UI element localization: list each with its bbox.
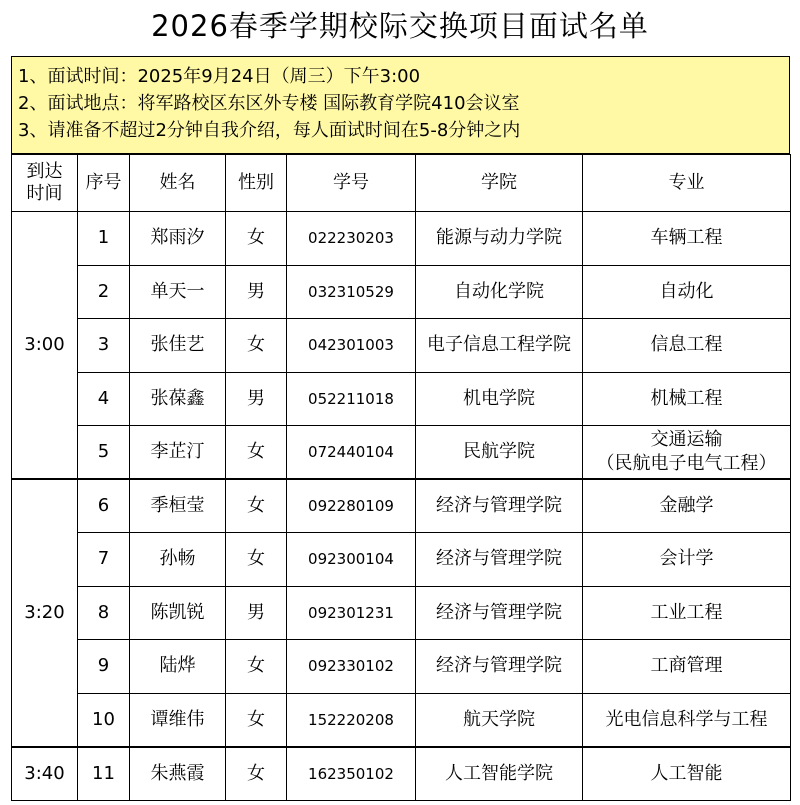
table-row — [12, 426, 791, 480]
table-row — [12, 747, 791, 801]
student-id-cell: 092330102 — [287, 640, 416, 694]
major-cell: 会计学 — [583, 533, 791, 587]
name-cell: 孙畅 — [130, 533, 226, 587]
table-row — [12, 586, 791, 640]
name-cell: 陆烨 — [130, 640, 226, 694]
header-college: 学院 — [416, 155, 583, 212]
student-id-cell: 052211018 — [287, 372, 416, 426]
gender-cell: 男 — [226, 372, 287, 426]
table-header-row — [12, 155, 791, 212]
student-id-cell: 092300104 — [287, 533, 416, 587]
major-cell: 光电信息科学与工程 — [583, 693, 791, 747]
table-row — [12, 533, 791, 587]
notice-box — [11, 56, 790, 154]
college-cell: 电子信息工程学院 — [416, 319, 583, 373]
notice-line-location: 2、面试地点：将军路校区东区外专楼 国际教育学院410会议室 — [18, 93, 520, 114]
index-cell: 5 — [78, 426, 130, 480]
name-cell: 李芷汀 — [130, 426, 226, 480]
arrival-time-cell: 3:20 — [12, 479, 78, 747]
index-cell: 3 — [78, 319, 130, 373]
college-cell: 能源与动力学院 — [416, 212, 583, 266]
student-id-cell: 092301231 — [287, 586, 416, 640]
gender-cell: 女 — [226, 426, 287, 480]
table-row — [12, 265, 791, 319]
name-cell: 郑雨汐 — [130, 212, 226, 266]
gender-cell: 女 — [226, 533, 287, 587]
gender-cell: 女 — [226, 212, 287, 266]
gender-cell: 女 — [226, 319, 287, 373]
major-cell: 金融学 — [583, 479, 791, 533]
header-arrival-time-line1: 到达 — [26, 161, 63, 182]
student-id-cell: 162350102 — [287, 747, 416, 801]
student-id-cell: 032310529 — [287, 265, 416, 319]
table-row — [12, 212, 791, 266]
name-cell: 陈凯锐 — [130, 586, 226, 640]
header-name: 姓名 — [130, 155, 226, 212]
name-cell: 张葆鑫 — [130, 372, 226, 426]
index-cell: 2 — [78, 265, 130, 319]
college-cell: 民航学院 — [416, 426, 583, 480]
index-cell: 6 — [78, 479, 130, 533]
gender-cell: 男 — [226, 265, 287, 319]
major-cell: 自动化 — [583, 265, 791, 319]
header-arrival-time-line2: 时间 — [26, 183, 63, 204]
name-cell: 谭维伟 — [130, 693, 226, 747]
table-row — [12, 693, 791, 747]
major-cell — [583, 426, 791, 480]
index-cell: 8 — [78, 586, 130, 640]
index-cell: 4 — [78, 372, 130, 426]
header-student-id: 学号 — [287, 155, 416, 212]
name-cell: 朱燕霞 — [130, 747, 226, 801]
arrival-time-cell: 3:40 — [12, 747, 78, 801]
college-cell: 经济与管理学院 — [416, 586, 583, 640]
student-id-cell: 092280109 — [287, 479, 416, 533]
page-title: 2026春季学期校际交换项目面试名单 — [151, 9, 649, 43]
name-cell: 单天一 — [130, 265, 226, 319]
gender-cell: 女 — [226, 640, 287, 694]
major-cell: 机械工程 — [583, 372, 791, 426]
index-cell: 7 — [78, 533, 130, 587]
header-arrival-time — [12, 155, 78, 212]
table-row — [12, 640, 791, 694]
student-id-cell: 042301003 — [287, 319, 416, 373]
student-id-cell: 022230203 — [287, 212, 416, 266]
student-id-cell: 152220208 — [287, 693, 416, 747]
gender-cell: 女 — [226, 747, 287, 801]
arrival-time-cell: 3:00 — [12, 212, 78, 480]
header-major: 专业 — [583, 155, 791, 212]
interview-table — [11, 154, 791, 801]
table-row — [12, 372, 791, 426]
major-cell: 工业工程 — [583, 586, 791, 640]
student-id-cell: 072440104 — [287, 426, 416, 480]
major-cell: 工商管理 — [583, 640, 791, 694]
college-cell: 经济与管理学院 — [416, 640, 583, 694]
notice-line-time: 1、面试时间：2025年9月24日（周三）下午3:00 — [18, 66, 421, 87]
index-cell: 10 — [78, 693, 130, 747]
name-cell: 张佳艺 — [130, 319, 226, 373]
major-cell: 信息工程 — [583, 319, 791, 373]
gender-cell: 男 — [226, 586, 287, 640]
index-cell: 1 — [78, 212, 130, 266]
table-row — [12, 319, 791, 373]
college-cell: 人工智能学院 — [416, 747, 583, 801]
major-cell: 人工智能 — [583, 747, 791, 801]
college-cell: 自动化学院 — [416, 265, 583, 319]
name-cell: 季桓莹 — [130, 479, 226, 533]
major-line1: 交通运输 — [650, 429, 723, 450]
index-cell: 11 — [78, 747, 130, 801]
notice-line-instructions: 3、请准备不超过2分钟自我介绍，每人面试时间在5-8分钟之内 — [18, 120, 521, 141]
table-row — [12, 479, 791, 533]
college-cell: 经济与管理学院 — [416, 479, 583, 533]
college-cell: 航天学院 — [416, 693, 583, 747]
major-line2: （民航电子电气工程） — [596, 453, 777, 474]
college-cell: 机电学院 — [416, 372, 583, 426]
major-cell: 车辆工程 — [583, 212, 791, 266]
college-cell: 经济与管理学院 — [416, 533, 583, 587]
gender-cell: 女 — [226, 693, 287, 747]
header-index: 序号 — [78, 155, 130, 212]
header-gender: 性别 — [226, 155, 287, 212]
gender-cell: 女 — [226, 479, 287, 533]
index-cell: 9 — [78, 640, 130, 694]
